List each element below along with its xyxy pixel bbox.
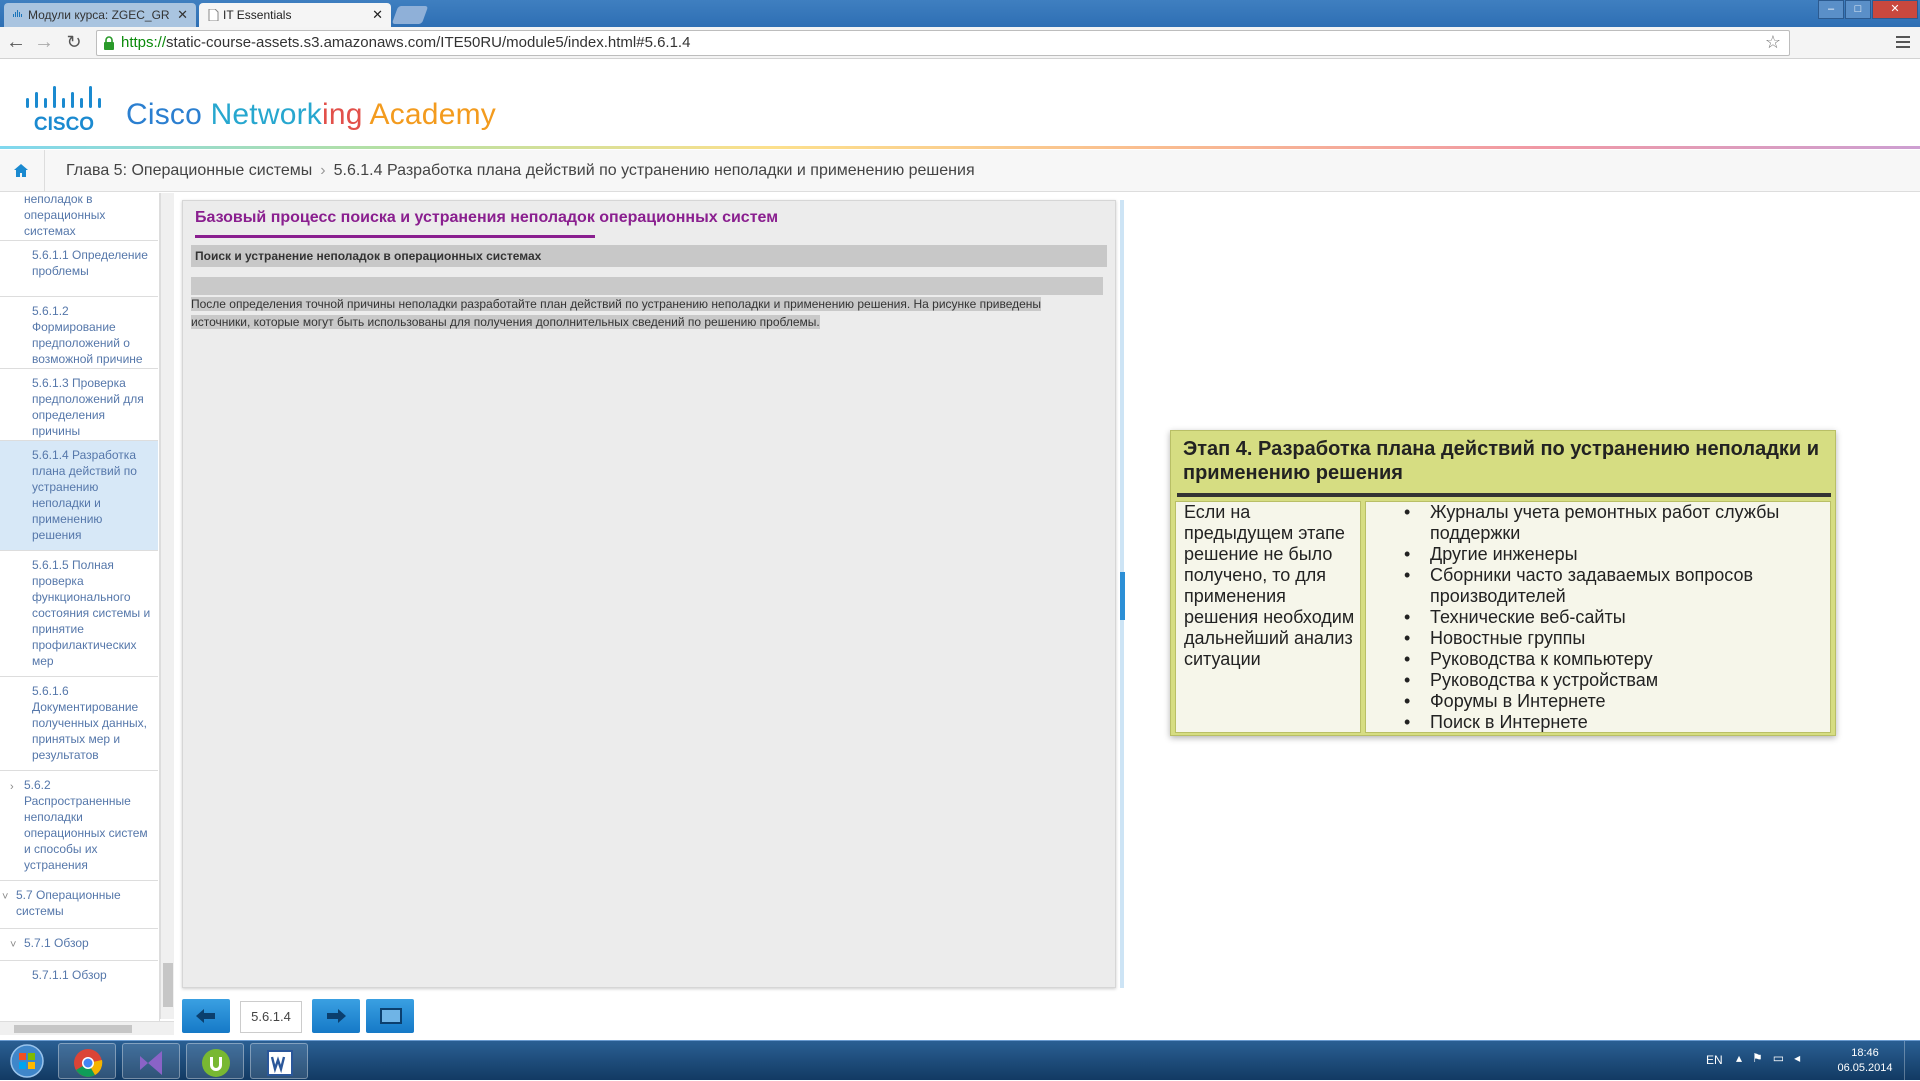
nav-scroll-thumb[interactable] xyxy=(163,963,173,1007)
home-icon[interactable] xyxy=(14,164,28,177)
nav-item-label: неполадок в операционных системах xyxy=(24,193,106,238)
list-item-text: Поиск в Интернете xyxy=(1430,712,1588,732)
bullet: • xyxy=(1404,670,1411,690)
media-icon xyxy=(380,1008,402,1024)
visual-studio-icon xyxy=(137,1048,167,1078)
system-clock[interactable] xyxy=(1820,1046,1910,1076)
nav-item-5-6-1-2[interactable] xyxy=(0,297,158,369)
content-paragraph-wrap xyxy=(191,295,1103,331)
site-brand-title xyxy=(126,98,496,132)
chevron-right-icon: › xyxy=(10,781,14,793)
list-item-text: Сборники часто задаваемых вопросов производителей xyxy=(1430,565,1754,606)
windows-taskbar xyxy=(0,1040,1920,1080)
cisco-favicon-icon xyxy=(12,9,24,21)
arrow-left-icon xyxy=(196,1008,216,1024)
chevron-down-icon: ˅ xyxy=(2,891,9,903)
list-item-text: Другие инженеры xyxy=(1430,544,1578,564)
list-item-text: Руководства к компьютеру xyxy=(1430,649,1653,669)
forward-icon[interactable]: → xyxy=(34,31,54,53)
word-icon xyxy=(265,1048,295,1078)
browser-tab-course-modules[interactable] xyxy=(4,3,196,27)
figure-divider xyxy=(1177,493,1831,497)
list-item xyxy=(1366,712,1826,733)
nav-item-5-7-1[interactable] xyxy=(0,929,158,961)
previous-page-button[interactable] xyxy=(182,999,230,1033)
list-item-text: Технические веб-сайты xyxy=(1430,607,1626,627)
nav-item-label: 5.7 Операционные системы xyxy=(16,888,121,918)
taskbar-visual-studio[interactable] xyxy=(122,1043,180,1079)
nav-item-5-6-1-4[interactable] xyxy=(0,441,158,551)
figure-source-list xyxy=(1366,502,1826,733)
next-page-button[interactable] xyxy=(312,999,360,1033)
nav-item-label: 5.6.1.1 Определение проблемы xyxy=(32,248,148,278)
list-item xyxy=(1366,670,1826,691)
tray-expand-icon[interactable]: ▴ xyxy=(1736,1051,1753,1065)
brand-part: Cisco xyxy=(126,98,211,131)
panel-splitter-handle[interactable] xyxy=(1120,572,1125,620)
browser-tab-bar xyxy=(0,0,1920,27)
content-paragraph: После определения точной причины неполадки разработайте план действий по устранению неполадки и применению решения. На рисунке приведены источники, которые могут быть использованы для получения дополнительных сведений по решению проблемы. xyxy=(191,297,1042,329)
back-icon[interactable]: ← xyxy=(6,31,26,53)
bullet: • xyxy=(1404,502,1411,522)
nav-item-label: 5.6.1.3 Проверка предположений для определения причины xyxy=(32,376,144,438)
cisco-logo[interactable] xyxy=(24,84,108,134)
nav-item-5-6-2[interactable] xyxy=(0,771,158,881)
bullet: • xyxy=(1404,691,1411,711)
list-item xyxy=(1366,607,1826,628)
clock-date: 06.05.2014 xyxy=(1837,1062,1893,1074)
site-header xyxy=(0,60,1920,148)
list-item-text: Журналы учета ремонтных работ службы поддержки xyxy=(1430,502,1780,543)
cisco-logo-text: CISCO xyxy=(33,114,95,134)
bullet: • xyxy=(1404,628,1411,648)
nav-item-label: 5.6.1.2 Формирование предположений о возможной причине xyxy=(32,304,143,366)
figure-left-cell xyxy=(1175,501,1361,733)
nav-item-label: 5.6.1.5 Полная проверка функционального состояния системы и принятие профилактических мер xyxy=(32,558,151,668)
nav-horizontal-scrollbar[interactable] xyxy=(0,1021,174,1035)
page-favicon-icon xyxy=(207,9,219,21)
volume-icon[interactable]: ◂ xyxy=(1794,1051,1811,1065)
page-title: Базовый процесс поиска и устранения неполадок операционных систем xyxy=(195,209,779,226)
breadcrumb xyxy=(66,162,975,180)
figure-title: Этап 4. Разработка плана действий по устранению неполадки и применению решения xyxy=(1183,438,1820,484)
nav-item-label: 5.7.1 Обзор xyxy=(24,936,89,950)
list-item xyxy=(1366,649,1826,670)
window-minimize-button[interactable]: – xyxy=(1818,0,1844,19)
nav-item-label: 5.7.1.1 Обзор xyxy=(32,968,107,982)
tab-close-icon[interactable]: ✕ xyxy=(372,7,383,22)
brand-part: Academy xyxy=(369,98,496,131)
breadcrumb-divider xyxy=(44,150,45,192)
input-language[interactable]: EN xyxy=(1706,1053,1723,1067)
utorrent-icon xyxy=(201,1048,231,1078)
tab-label: IT Essentials xyxy=(223,8,292,22)
nav-item-5-7[interactable] xyxy=(0,881,158,929)
nav-item-5-6-1-6[interactable] xyxy=(0,677,158,771)
url-path: /ITE50RU/module5/index.html#5.6.1.4 xyxy=(436,34,691,51)
breadcrumb-item-chapter[interactable]: Глава 5: Операционные системы xyxy=(66,162,313,179)
tab-label: Модули курса: ZGEC_GR xyxy=(28,8,170,22)
reload-icon[interactable]: ↻ xyxy=(66,32,82,52)
network-icon[interactable]: ▭ xyxy=(1772,1051,1795,1065)
chrome-icon xyxy=(73,1048,103,1078)
figure-right-cell xyxy=(1365,501,1831,733)
url-host: static-course-assets.s3.amazonaws.com xyxy=(166,34,437,51)
window-maximize-button[interactable]: □ xyxy=(1845,0,1871,19)
nav-item-label: 5.6.1.4 Разработка плана действий по устранению неполадки и применению решения xyxy=(32,448,137,542)
list-item xyxy=(1366,628,1826,649)
course-navigation xyxy=(0,193,160,1031)
brand-part: Network xyxy=(210,98,322,131)
windows-start-icon[interactable] xyxy=(4,1043,50,1079)
lock-icon xyxy=(103,36,115,50)
nav-item-5-6-1-1[interactable] xyxy=(0,241,158,297)
nav-item-5-6-1-5[interactable] xyxy=(0,551,158,677)
url-text xyxy=(121,34,690,51)
section-subtitle: Поиск и устранение неполадок в операционных системах xyxy=(191,245,1107,267)
address-bar[interactable] xyxy=(96,30,1790,56)
header-rainbow-divider xyxy=(0,146,1920,149)
figure-step-4 xyxy=(1170,430,1836,736)
nav-item-5-6-1-partial[interactable] xyxy=(0,193,158,241)
url-scheme: https:// xyxy=(121,34,167,51)
tab-close-icon[interactable]: ✕ xyxy=(177,7,188,22)
list-item-text: Новостные группы xyxy=(1430,628,1586,648)
list-item xyxy=(1366,544,1826,565)
nav-hscroll-thumb[interactable] xyxy=(14,1025,132,1033)
bullet: • xyxy=(1404,544,1411,564)
nav-item-5-7-1-1[interactable] xyxy=(0,961,158,993)
browser-menu-icon[interactable] xyxy=(1896,33,1910,51)
bullet: • xyxy=(1404,565,1411,585)
taskbar-utorrent[interactable] xyxy=(186,1043,244,1079)
bookmark-star-icon[interactable]: ☆ xyxy=(1764,32,1781,52)
figure-left-text: Если на предыдущем этапе решение не было получено, то для применения решения необходим дальнейший анализ ситуации xyxy=(1184,502,1355,669)
media-button[interactable] xyxy=(366,999,414,1033)
text-highlight-band xyxy=(191,277,1103,295)
arrow-right-icon xyxy=(326,1008,346,1024)
nav-vertical-scrollbar[interactable] xyxy=(160,193,174,1019)
show-desktop-button[interactable] xyxy=(1904,1041,1920,1081)
bullet: • xyxy=(1404,649,1411,669)
taskbar-word[interactable] xyxy=(250,1043,308,1079)
action-center-flag-icon[interactable]: ⚑ xyxy=(1752,1051,1773,1065)
brand-part: ing xyxy=(322,98,370,131)
content-panel xyxy=(182,200,1116,988)
list-item-text: Форумы в Интернете xyxy=(1430,691,1606,711)
system-tray xyxy=(1736,1051,1810,1065)
taskbar-chrome[interactable] xyxy=(58,1043,116,1079)
chevron-down-icon: ˅ xyxy=(10,939,17,951)
browser-tab-it-essentials[interactable] xyxy=(199,3,391,27)
browser-toolbar xyxy=(0,27,1920,59)
page-number: 5.6.1.4 xyxy=(240,1001,302,1033)
breadcrumb-item-current: 5.6.1.4 Разработка плана действий по устранению неполадки и применению решения xyxy=(333,162,975,179)
title-underline xyxy=(195,235,595,238)
bullet: • xyxy=(1404,607,1411,627)
breadcrumb-bar xyxy=(0,150,1920,192)
nav-item-5-6-1-3[interactable] xyxy=(0,369,158,441)
list-item xyxy=(1366,502,1826,544)
window-close-button[interactable]: ✕ xyxy=(1872,0,1918,19)
breadcrumb-separator: › xyxy=(320,162,326,179)
nav-item-label: 5.6.1.6 Документирование полученных данных, принятых мер и результатов xyxy=(32,684,147,762)
nav-item-label: 5.6.2 Распространенные неполадки операционных систем и способы их устранения xyxy=(24,778,148,872)
bullet: • xyxy=(1404,712,1411,732)
list-item xyxy=(1366,691,1826,712)
clock-time: 18:46 xyxy=(1851,1047,1879,1059)
list-item-text: Руководства к устройствам xyxy=(1430,670,1659,690)
new-tab-button[interactable] xyxy=(392,6,429,24)
list-item xyxy=(1366,565,1826,607)
